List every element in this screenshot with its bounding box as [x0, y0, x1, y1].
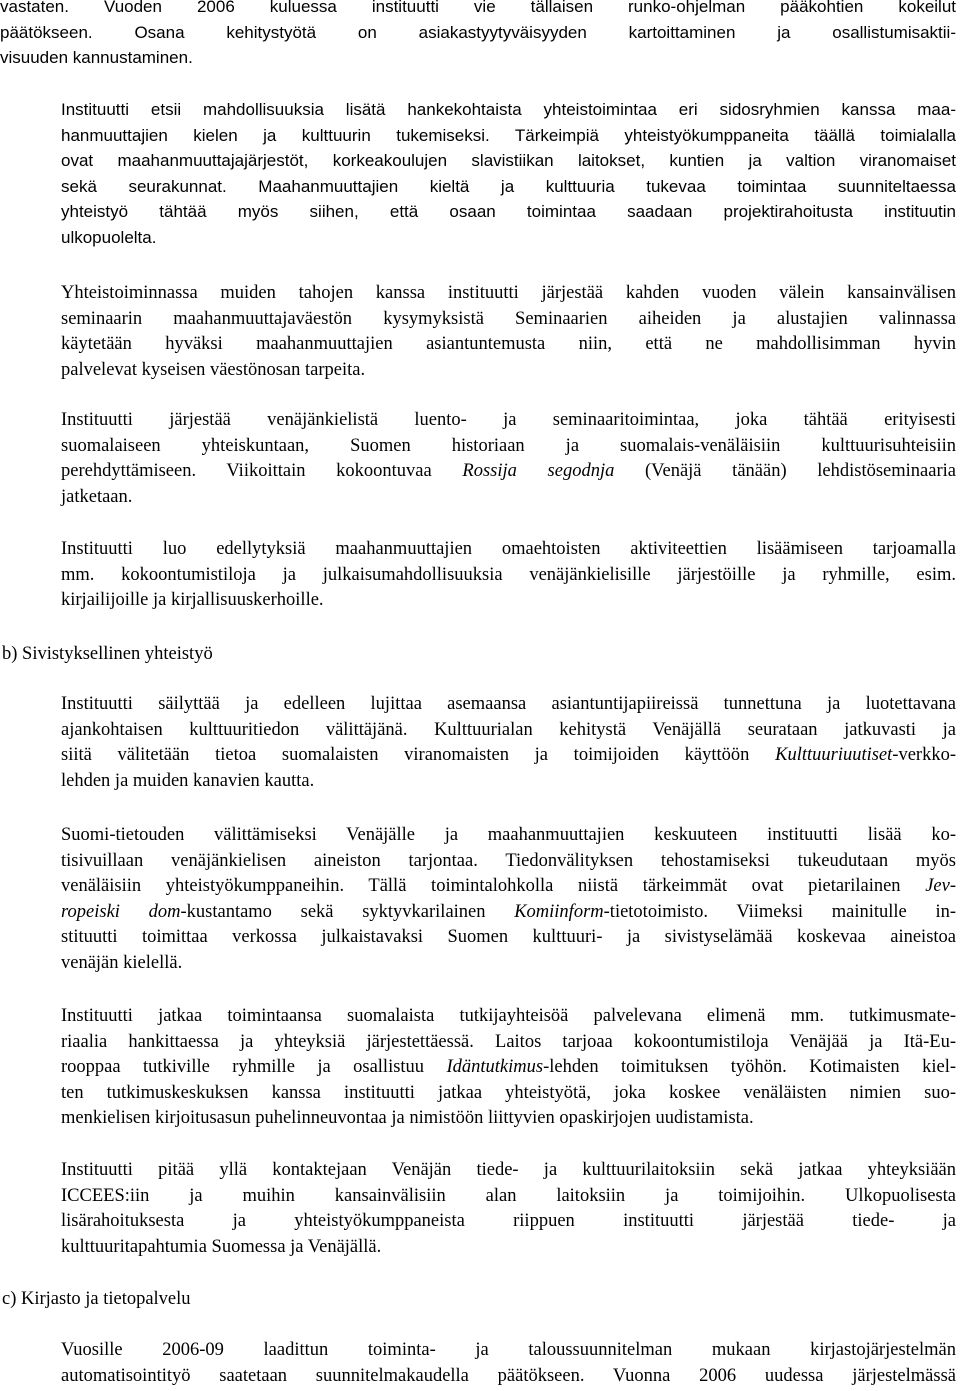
- text-line: ovat maahanmuuttajajärjestöt, korkeakoulujen slavistiikan laitokset, kuntien ja valtion viranomaiset: [61, 151, 956, 171]
- text-line: [61, 900, 956, 926]
- paragraph-international-seminar: [61, 281, 956, 383]
- text-line: vastaten. Vuoden 2006 kuluessa instituutti vie tällaisen runko-ohjelman pääkohtien kokeilut: [0, 0, 956, 16]
- paragraph-research-community: [61, 1004, 956, 1132]
- text-line: [61, 459, 956, 485]
- text-line: ajankohtaisen kulttuuritiedon välittäjänä. Kulttuurialan kehitystä Venäjällä seurataan jatkuvasti ja: [61, 719, 956, 740]
- text-line: suomalaiseen yhteiskuntaan, Suomen historiaan ja suomalais-venäläisiin kulttuurisuhteisiin: [61, 435, 956, 456]
- text-line: ten tutkimuskeskuksen kanssa instituutti jatkaa yhteistyötä, joka koskee venäläisten nimien suo-: [61, 1082, 956, 1103]
- publisher-name: Jev-: [925, 876, 956, 897]
- text-line: kulttuuritapahtumia Suomessa ja Venäjällä.: [61, 1236, 382, 1257]
- text-segment: -verkko-: [892, 745, 956, 766]
- text-line: Instituutti jatkaa toimintaansa suomalaista tutkijayhteisöä palvelevana elimenä mm. tutkimusmate-: [61, 1006, 956, 1026]
- publisher-name: ropeiski dom: [61, 901, 181, 922]
- text-line: riaalia hankittaessa ja yhteyksiä järjestettäessä. Laitos tarjoaa kokoontumistiloja Venäjää ja Itä-Eu-: [61, 1031, 956, 1052]
- text-segment: -kustantamo sekä syktyvkarilainen: [180, 901, 515, 922]
- text-segment: rooppaa tutkiville ryhmille ja osallistuu: [61, 1057, 447, 1078]
- text-segment: -tietotoimisto. Viimeksi mainitulle in-: [603, 901, 956, 922]
- text-line: Instituutti luo edellytyksiä maahanmuuttajien omaehtoisten aktiviteettien lisäämiseen tarjoamalla: [61, 539, 956, 559]
- text-line: Suomi-tietouden välittämiseksi Venäjälle ja maahanmuuttajien keskuuteen instituutti lisää ko-: [61, 825, 956, 845]
- text-segment: -lehden toimituksen työhön. Kotimaisten kiel-: [543, 1057, 956, 1078]
- paragraph-library-automation: [61, 1338, 956, 1389]
- paragraph-continuation: [0, 0, 956, 71]
- text-line: päätökseen. Osana kehitystyötä on asiakastyytyväisyyden kartoittaminen ja osallistumisaktii-: [0, 22, 956, 42]
- text-segment: (Venäjä tänään) lehdistöseminaaria: [614, 461, 956, 482]
- text-line: kirjailijoille ja kirjallisuuskerhoille.: [61, 590, 324, 611]
- text-line: visuuden kannustaminen.: [0, 48, 193, 68]
- text-line: menkielisen kirjoitusasun puhelinneuvontaa ja nimistöön liittyvien opaskirjojen uudistamista.: [61, 1108, 754, 1129]
- text-line: lisärahoituksesta ja yhteistyökumppaneista riippuen instituutti järjestää tiede- ja: [61, 1211, 956, 1232]
- text-line: ulkopuolelta.: [61, 227, 157, 247]
- text-line: mm. kokoontumistiloja ja julkaisumahdollisuuksia venäjänkielisille järjestöille ja ryhmille, esim.: [61, 564, 956, 585]
- text-line: Instituutti pitää yllä kontaktejaan Venäjän tiede- ja kulttuurilaitoksiin sekä jatkaa yhteyksiään: [61, 1160, 956, 1180]
- paragraph-contacts: [61, 1158, 956, 1260]
- text-line: Vuosille 2006-09 laadittun toiminta- ja taloussuunnitelman mukaan kirjastojärjestelmän: [61, 1340, 956, 1360]
- text-line: jatketaan.: [61, 486, 133, 507]
- text-line: Instituutti säilyttää ja edelleen lujittaa asemaansa asiantuntijapiireissä tunnettuna ja luotettavana: [61, 694, 956, 714]
- text-line: Instituutti järjestää venäjänkielistä luento- ja seminaaritoimintaa, joka tähtää erityisesti: [61, 410, 956, 430]
- text-line: lehden ja muiden kanavien kautta.: [61, 770, 315, 791]
- text-segment: perehdyttämiseen. Viikoittain kokoontuvaa: [61, 461, 463, 482]
- text-line: venäjän kielellä.: [61, 952, 183, 973]
- publication-title: Kulttuuriuutiset: [775, 745, 893, 766]
- text-line: palvelevat kyseisen väestönosan tarpeita.: [61, 359, 366, 380]
- text-segment: venäläisiin yhteistyökumppaneihin. Tällä toimintalohkolla niistä tärkeimmät ovat pietarilainen: [61, 876, 926, 897]
- text-line: sekä seurakunnat. Maahanmuuttajien kieltä ja kulttuuria tukevaa toimintaa suunniteltaessa: [61, 176, 956, 196]
- paragraph-expert-role: [61, 692, 956, 794]
- text-line: ICCEES:iin ja muihin kansainvälisiin alan laitoksiin ja toimijoihin. Ulkopuolisesta: [61, 1185, 956, 1206]
- text-line: [61, 1055, 956, 1081]
- text-line: käytetään hyväksi maahanmuuttajien asiantuntemusta niin, että ne mahdollisimman hyvin: [61, 334, 956, 355]
- text-line: [61, 874, 956, 900]
- text-line: yhteistyö tähtää myös siihen, että osaan toimintaa saadaan projektirahoitusta instituutin: [61, 202, 956, 222]
- section-heading-b: b) Sivistyksellinen yhteistyö: [2, 644, 213, 664]
- agency-name: Komiinform: [514, 901, 604, 922]
- text-line: hanmuuttajien kielen ja kulttuurin tukemiseksi. Tärkeimpiä yhteistyökumppaneita täällä toimialalla: [61, 125, 956, 145]
- text-line: stituutti toimittaa verkossa julkaistavaksi Suomen kulttuuri- ja sivistyselämää koskevaa aineistoa: [61, 927, 956, 948]
- publication-title: Rossija segodnja: [462, 461, 615, 482]
- text-line: Yhteistoiminnassa muiden tahojen kanssa instituutti järjestää kahden vuoden välein kansainvälisen: [61, 283, 956, 303]
- text-segment: siitä välitetään tietoa suomalaisten viranomaisten ja toimijoiden käyttöön: [61, 745, 776, 766]
- text-line: seminaarin maahanmuuttajaväestön kysymyksistä Seminaarien aiheiden ja alustajien valinnassa: [61, 308, 956, 329]
- text-line: automatisointityö saatetaan suunnitelmakaudella päätökseen. Vuonna 2006 uudessa järjestelmässä: [61, 1365, 956, 1386]
- paragraph-stakeholder-cooperation: [61, 97, 956, 251]
- text-line: tisivuillaan venäjänkielisen aineiston tarjontaa. Tiedonvälityksen tehostamiseksi tukeudutaan myös: [61, 850, 956, 871]
- section-heading-c: c) Kirjasto ja tietopalvelu: [2, 1289, 191, 1309]
- text-line: Instituutti etsii mahdollisuuksia lisätä hankekohtaista yhteistoimintaa eri sidosryhmien kanssa maa-: [61, 100, 956, 119]
- text-line: [61, 743, 956, 769]
- paragraph-immigrant-activities: [61, 537, 956, 614]
- paragraph-finland-knowledge: [61, 823, 956, 977]
- publication-title: Idäntutkimus: [446, 1057, 544, 1078]
- paragraph-lecture-activities: [61, 408, 956, 510]
